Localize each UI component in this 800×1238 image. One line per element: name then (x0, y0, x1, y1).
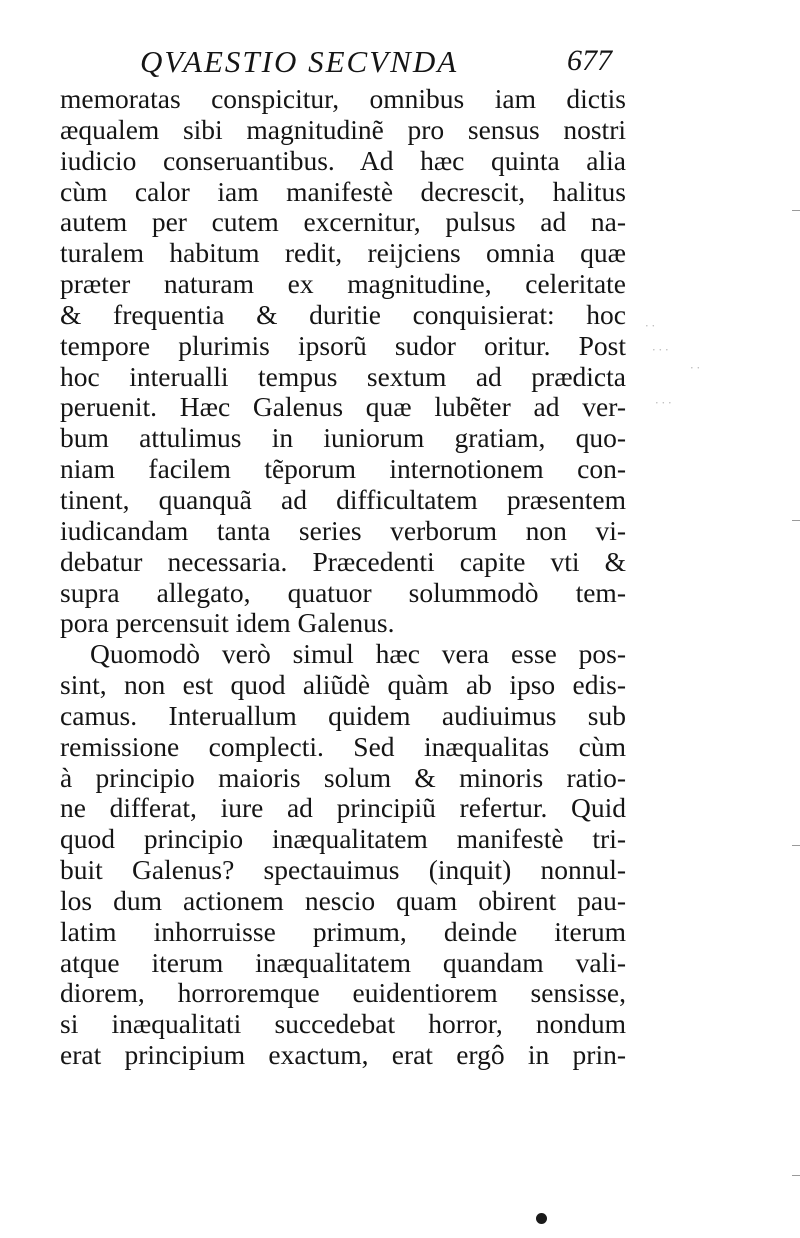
text-line: si inæqualitati succedebat horror, nondum (60, 1008, 626, 1040)
running-head (140, 44, 620, 84)
text-line: tinent, quanquã ad difficultatem præsentem (60, 483, 626, 515)
page-edge-mark (792, 845, 800, 846)
text-line: tempore plurimis ipsorũ sudor oritur. Post (60, 329, 626, 361)
text-line: à principio maioris solum & minoris ratio- (60, 761, 626, 793)
text-line: ne differat, iure ad principiũ refertur. Quid (60, 792, 626, 824)
text-line: æqualem sibi magnitudinẽ pro sensus nostri (60, 113, 626, 145)
text-line: cùm calor iam manifestè decrescit, halitus (60, 175, 626, 207)
bleed-through-mark: · · · (655, 395, 672, 410)
page-number: 677 (567, 44, 612, 77)
text-line: turalem habitum redit, reijciens omnia quæ (60, 237, 626, 269)
text-line: debatur necessaria. Præcedenti capite vti & (60, 545, 626, 577)
text-line: iudicio conseruantibus. Ad hæc quinta alia (60, 144, 626, 176)
text-line: & frequentia & duritie conquisierat: hoc (60, 298, 626, 330)
text-line: diorem, horroremque euidentiorem sensisse, (60, 977, 626, 1009)
page-edge-mark (792, 210, 800, 211)
text-line: memoratas conspicitur, omnibus iam dictis (60, 83, 626, 114)
text-line: peruenit. Hæc Galenus quæ lubẽter ad ver- (60, 391, 626, 423)
bleed-through-mark: · · (690, 360, 700, 375)
text-line: quod principio inæqualitatem manifestè tri- (60, 823, 626, 855)
text-line: buit Galenus? spectauimus (inquit) nonnul- (60, 854, 626, 886)
text-line: hoc interualli tempus sextum ad prædicta (60, 360, 626, 392)
text-line: los dum actionem nescio quam obirent pau- (60, 884, 626, 916)
paragraph-start-line: Quomodò verò simul hæc vera esse pos- (90, 638, 626, 670)
ink-dot (536, 1213, 547, 1224)
text-line: remissione complecti. Sed inæqualitas cùm (60, 730, 626, 762)
bleed-through-mark: · · (645, 318, 655, 333)
text-line: erat principium exactum, erat ergô in prin- (60, 1039, 626, 1071)
body-text (60, 84, 626, 1071)
page-edge-mark (792, 520, 800, 521)
text-line: autem per cutem excernitur, pulsus ad na- (60, 206, 626, 238)
text-line: niam facilem tẽporum internotionem con- (60, 453, 626, 485)
bleed-through-mark: · · · (652, 342, 669, 357)
running-title: QVAESTIO SECVNDA (140, 44, 459, 79)
text-line: sint, non est quod aliũdè quàm ab ipso edis- (60, 669, 626, 701)
text-line: bum attulimus in iuniorum gratiam, quo- (60, 422, 626, 454)
text-line: latim inhorruisse primum, deinde iterum (60, 915, 626, 947)
text-line: camus. Interuallum quidem audiuimus sub (60, 699, 626, 731)
text-line: iudicandam tanta series verborum non vi- (60, 514, 626, 546)
paragraph-end-line: pora percensuit idem Galenus. (60, 607, 395, 639)
text-line: præter naturam ex magnitudine, celeritate (60, 268, 626, 300)
page-edge-mark (792, 1175, 800, 1176)
text-line: supra allegato, quatuor solummodò tem- (60, 576, 626, 608)
text-line: atque iterum inæqualitatem quandam vali- (60, 946, 626, 978)
